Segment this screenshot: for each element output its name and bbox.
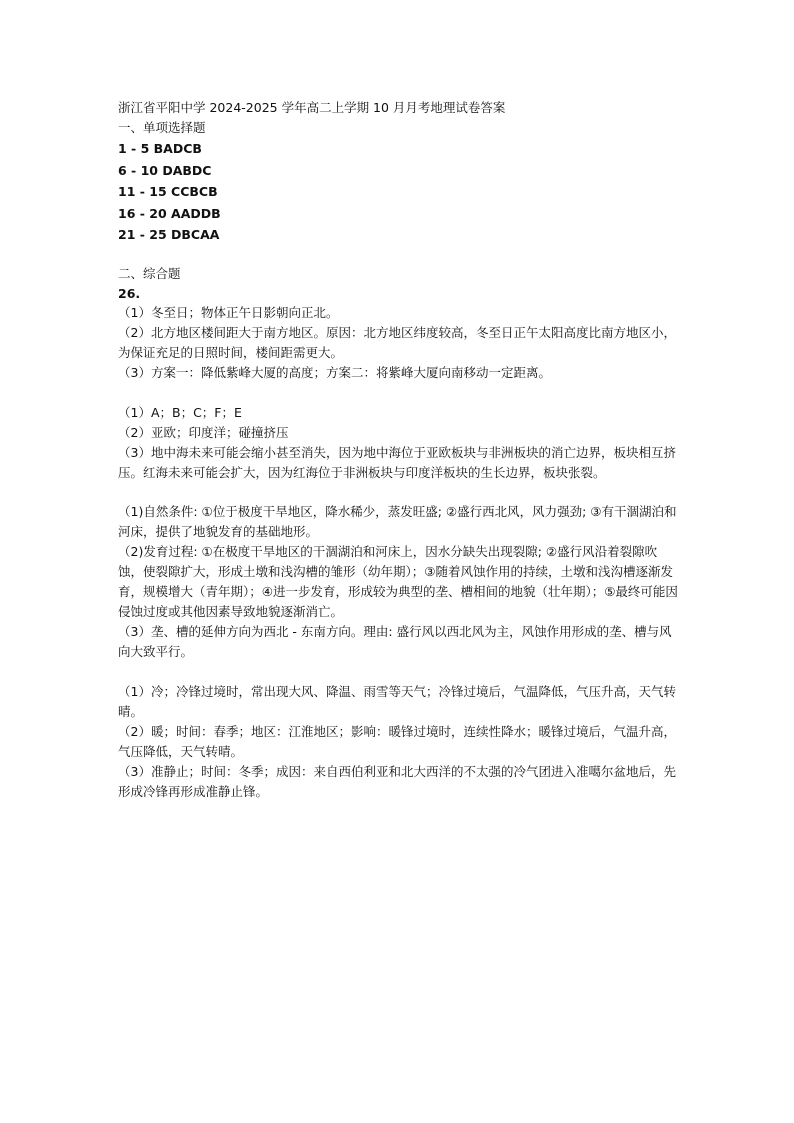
answer-row: 16 - 20 AADDB [118,205,221,221]
question-number: 26. [118,285,141,301]
answer-document [118,98,678,802]
section-heading-comprehensive: 二、综合题 [118,266,181,281]
answer-row: 21 - 25 DBCAA [118,227,220,242]
answer-row: 6 - 10 DABDC [118,162,212,178]
section-heading-choice: 一、单项选择题 [118,119,206,135]
document-title: 浙江省平阳中学 2024-2025 学年高二上学期 10 月月考地理试卷答案 [118,100,506,115]
answer-paragraph: （3）方案一：降低紫峰大厦的高度；方案二：将紫峰大厦向南移动一定距离。 [118,365,551,380]
answer-paragraph: （2)发育过程: ①在极度干旱地区的干涸湖泊和河床上，因水分缺失出现裂隙; ②盛行风沿着裂隙吹蚀，使裂隙扩大，形成土墩和浅沟槽的雏形（幼年期）；③随着风蚀作用的持续，土墩和浅沟槽逐渐发育，规模增大（青年期）；④进一步发育，形成较为典型的垄、槽相间的地貌（壮年期）；⑤最终可能因侵蚀过度或其他因素导致地貌逐渐消亡。 [118,544,678,619]
answer-paragraph: （1）冷；冷锋过境时，常出现大风、降温、雨雪等天气；冷锋过境后，气温降低，气压升高，天气转晴。 [118,683,676,719]
answer-paragraph: （2）暖；时间：春季；地区：江淮地区；影响：暖锋过境时，连续性降水；暖锋过境后，气温升高，气压降低，天气转晴。 [118,723,676,759]
answer-paragraph: （2）亚欧；印度洋；碰撞挤压 [118,424,289,440]
answer-paragraph: （1）A；B；C；F；E [118,404,242,420]
answer-paragraph: （1）冬至日；物体正午日影朝向正北。 [118,305,339,320]
answer-paragraph: （2）北方地区楼间距大于南方地区。原因：北方地区纬度较高，冬至日正午太阳高度比南方地区小，为保证充足的日照时间，楼间距需更大。 [118,325,676,360]
answer-row: 11 - 15 CCBCB [118,184,218,199]
answer-row: 1 - 5 BADCB [118,141,202,156]
answer-paragraph: （3）地中海未来可能会缩小甚至消失，因为地中海位于亚欧板块与非洲板块的消亡边界，板块相互挤压。红海未来可能会扩大，因为红海位于非洲板块与印度洋板块的生长边界，板块张裂。 [118,444,676,480]
answer-paragraph: （3）准静止；时间：冬季；成因：来自西伯利亚和北大西洋的不太强的冷气团进入准噶尔盆地后，先形成冷锋再形成准静止锋。 [118,763,676,799]
answer-paragraph: （3）垄、槽的延伸方向为西北 - 东南方向。理由: 盛行风以西北风为主，风蚀作用形成的垄、槽与风向大致平行。 [118,624,672,659]
answer-paragraph: （1)自然条件: ①位于极度干旱地区，降水稀少，蒸发旺盛; ②盛行西北风，风力强劲; ③有干涸湖泊和河床，提供了地貌发育的基础地形。 [118,504,677,539]
